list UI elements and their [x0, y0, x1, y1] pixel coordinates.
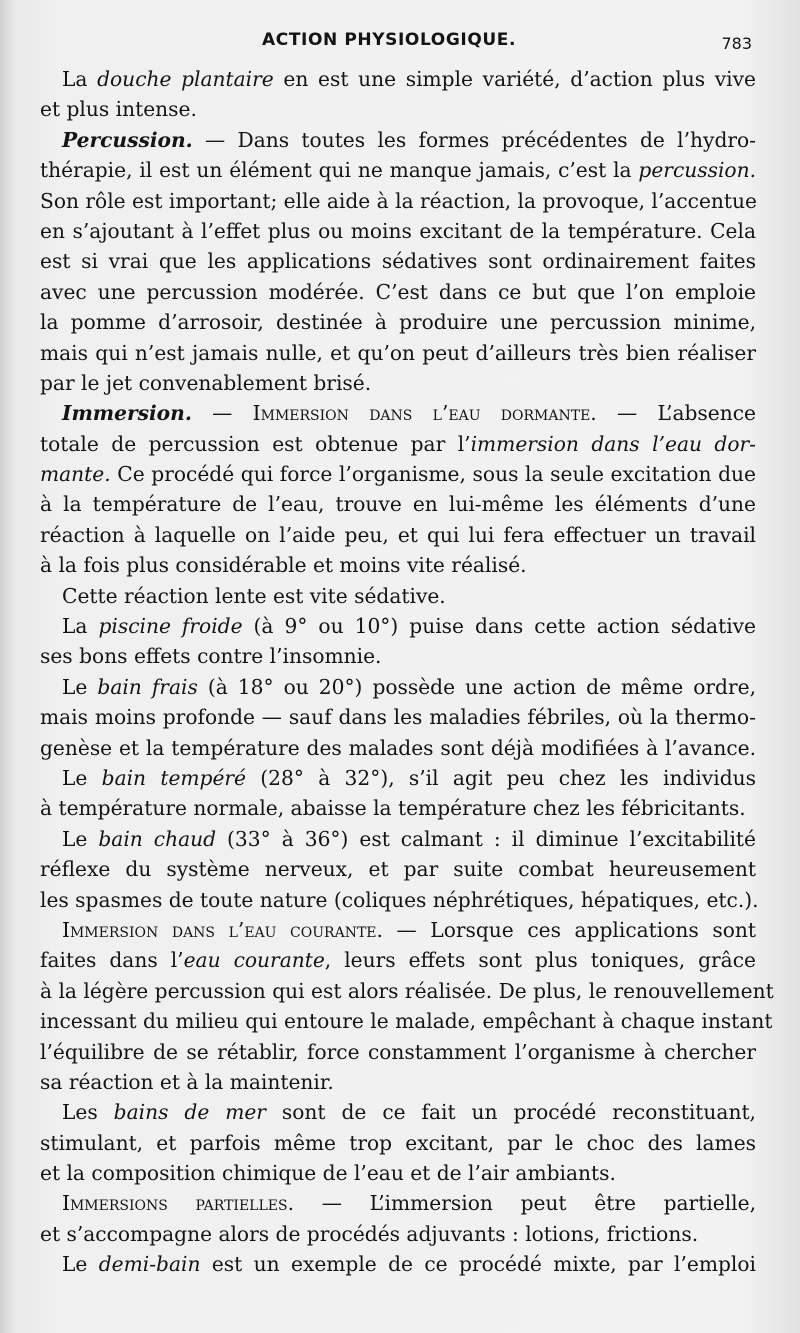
text-line [40, 1249, 756, 1279]
text-run: (33° à 36°) est calmant : il diminue l’excitabilité [216, 826, 756, 851]
text-run: — L’immersion peut être partielle, [294, 1191, 756, 1216]
emphasis: bain chaud [98, 826, 217, 851]
text-line [40, 216, 756, 246]
text-line [40, 186, 756, 216]
text-line [40, 398, 756, 428]
text-run: Cette réaction lente est vite sédative. [62, 583, 446, 608]
text-run: en est une simple variété, d’action plus vive [273, 67, 756, 91]
text-line [40, 338, 756, 368]
text-run: et la composition chimique de l’eau et de l’air ambiants. [40, 1161, 616, 1186]
text-line [40, 429, 756, 459]
text-line [40, 793, 756, 823]
text-run: sont de ce fait un procédé reconstituant, [265, 1100, 756, 1125]
text-run: , leurs effets sont plus toniques, grâce [324, 948, 756, 973]
subheading: Immersions partielles. [62, 1191, 294, 1216]
text-run: thérapie, il est un élément qui ne manque jamais, c’est la [40, 158, 639, 183]
emphasis: mante. [40, 462, 111, 487]
text-run: à température normale, abaisse la température chez les fébricitants. [40, 796, 746, 821]
text-line [40, 550, 756, 580]
emphasis: douche plantaire [97, 67, 274, 91]
text-line [40, 702, 756, 732]
text-run: à la fois plus considérable et moins vite réalisé. [40, 553, 527, 578]
text-line [40, 489, 756, 519]
text-line [40, 581, 756, 611]
text-run: à la légère percussion qui est alors réalisée. De plus, le renouvellement [40, 978, 774, 1003]
text-run: (28° à 32°), s’il agit peu chez les individus [246, 765, 756, 790]
text-run: — L’absence [596, 401, 756, 426]
text-run: mais moins profonde — sauf dans les maladies fébriles, où la thermo- [40, 705, 756, 730]
text-run: Son rôle est important; elle aide à la réaction, la provoque, l’accentue [40, 188, 757, 213]
page-number: 783 [721, 34, 752, 53]
text-line [40, 155, 756, 185]
text-run: (à 9° ou 10°) puise dans cette action sédative [242, 614, 757, 639]
text-run: est un exemple de ce procédé mixte, par l’emploi [200, 1252, 756, 1277]
text-line [40, 1006, 773, 1036]
text-line [40, 1158, 756, 1188]
text-run: réflexe du système nerveux, et par suite combat heureusement [40, 857, 756, 882]
text-line [40, 976, 774, 1006]
text-run: et plus intense. [40, 97, 197, 122]
text-run: faites dans l’ [40, 948, 184, 973]
emphasis: bain frais [97, 674, 198, 699]
page-header [0, 30, 800, 56]
text-run: La [62, 67, 98, 91]
text-run: totale de percussion est obtenue par l’ [40, 431, 471, 456]
text-line [40, 459, 756, 489]
text-line [40, 945, 756, 975]
text-line [40, 885, 759, 915]
emphasis: bains de mer [113, 1100, 266, 1125]
text-run: et s’accompagne alors de procédés adjuvants : lotions, frictions. [40, 1221, 699, 1246]
text-run: La [62, 614, 99, 639]
text-line [40, 277, 756, 307]
text-run: Le [62, 826, 99, 851]
text-line [40, 611, 756, 641]
subheading: Immersion dans l’eau dormante. [252, 401, 597, 426]
emphasis: bain tempéré [101, 765, 247, 790]
text-line [40, 733, 756, 763]
emphasis: piscine froide [98, 614, 243, 639]
text-line [40, 641, 756, 671]
text-run: genèse et la température des malades sont déjà modifiées à l’avance. [40, 735, 756, 760]
text-line [40, 915, 756, 945]
text-line [40, 368, 756, 398]
text-line [40, 246, 756, 276]
text-line [40, 1219, 756, 1249]
text-line [40, 125, 756, 155]
text-line [40, 1128, 756, 1158]
text-run: sa réaction et à la maintenir. [40, 1069, 334, 1094]
text-line [40, 672, 756, 702]
text-line [40, 307, 756, 337]
text-run: — Lorsque ces applications sont [382, 917, 756, 942]
emphasis: demi-bain [98, 1252, 201, 1277]
text-line [40, 824, 756, 854]
text-run: incessant du milieu qui entoure le malade, empêchant à chaque instant [40, 1009, 773, 1034]
text-line [40, 94, 756, 124]
text-run: (à 18° ou 20°) possède une action de même ordre, [197, 674, 756, 699]
text-run: mais qui n’est jamais nulle, et qu’on peut d’ailleurs très bien réaliser [40, 340, 756, 365]
text-run: par le jet convenablement brisé. [40, 370, 372, 395]
section-heading: Percussion. [62, 127, 193, 152]
text-run: stimulant, et parfois même trop excitant, par le choc des lames [40, 1130, 756, 1155]
text-run: Les [62, 1100, 114, 1125]
text-run: Le [62, 674, 98, 699]
subheading: Immersion dans l’eau courante. [62, 917, 383, 942]
text-run: avec une percussion modérée. C’est dans ce but que l’on emploie [40, 279, 756, 304]
emphasis: percussion. [638, 158, 756, 183]
text-line [40, 1097, 756, 1127]
emphasis: eau courante [183, 948, 325, 973]
text-run: — Dans toutes les formes précédentes de l’hydro- [192, 127, 756, 152]
text-run: à la température de l’eau, trouve en lui-même les éléments d’une [40, 492, 756, 517]
text-run: ses bons effets contre l’insomnie. [40, 644, 382, 669]
text-line [40, 854, 756, 884]
text-line [40, 64, 756, 94]
emphasis: immersion dans l’eau dor- [470, 431, 756, 456]
text-run: — [191, 401, 253, 426]
text-run: est si vrai que les applications sédatives sont ordinairement faites [40, 249, 756, 274]
text-line [40, 1067, 756, 1097]
text-run: Le [62, 765, 102, 790]
text-run: Le [62, 1252, 99, 1277]
text-run: les spasmes de toute nature (coliques néphrétiques, hépatiques, etc.). [40, 887, 759, 912]
body-text [40, 64, 774, 1280]
running-title: ACTION PHYSIOLOGIQUE. [262, 30, 517, 50]
text-run: la pomme d’arrosoir, destinée à produire une percussion minime, [40, 310, 756, 335]
text-line [40, 763, 756, 793]
text-line [40, 1037, 756, 1067]
text-line [40, 1188, 756, 1218]
text-run: en s’ajoutant à l’effet plus ou moins excitant de la température. Cela [40, 218, 756, 243]
text-line [40, 520, 756, 550]
section-heading: Immersion. [62, 401, 192, 426]
text-run: Ce procédé qui force l’organisme, sous la seule excitation due [110, 462, 756, 487]
text-run: l’équilibre de se rétablir, force constamment l’organisme à chercher [40, 1039, 756, 1064]
text-run: réaction à laquelle on l’aide peu, et qui lui fera effectuer un travail [40, 522, 756, 547]
